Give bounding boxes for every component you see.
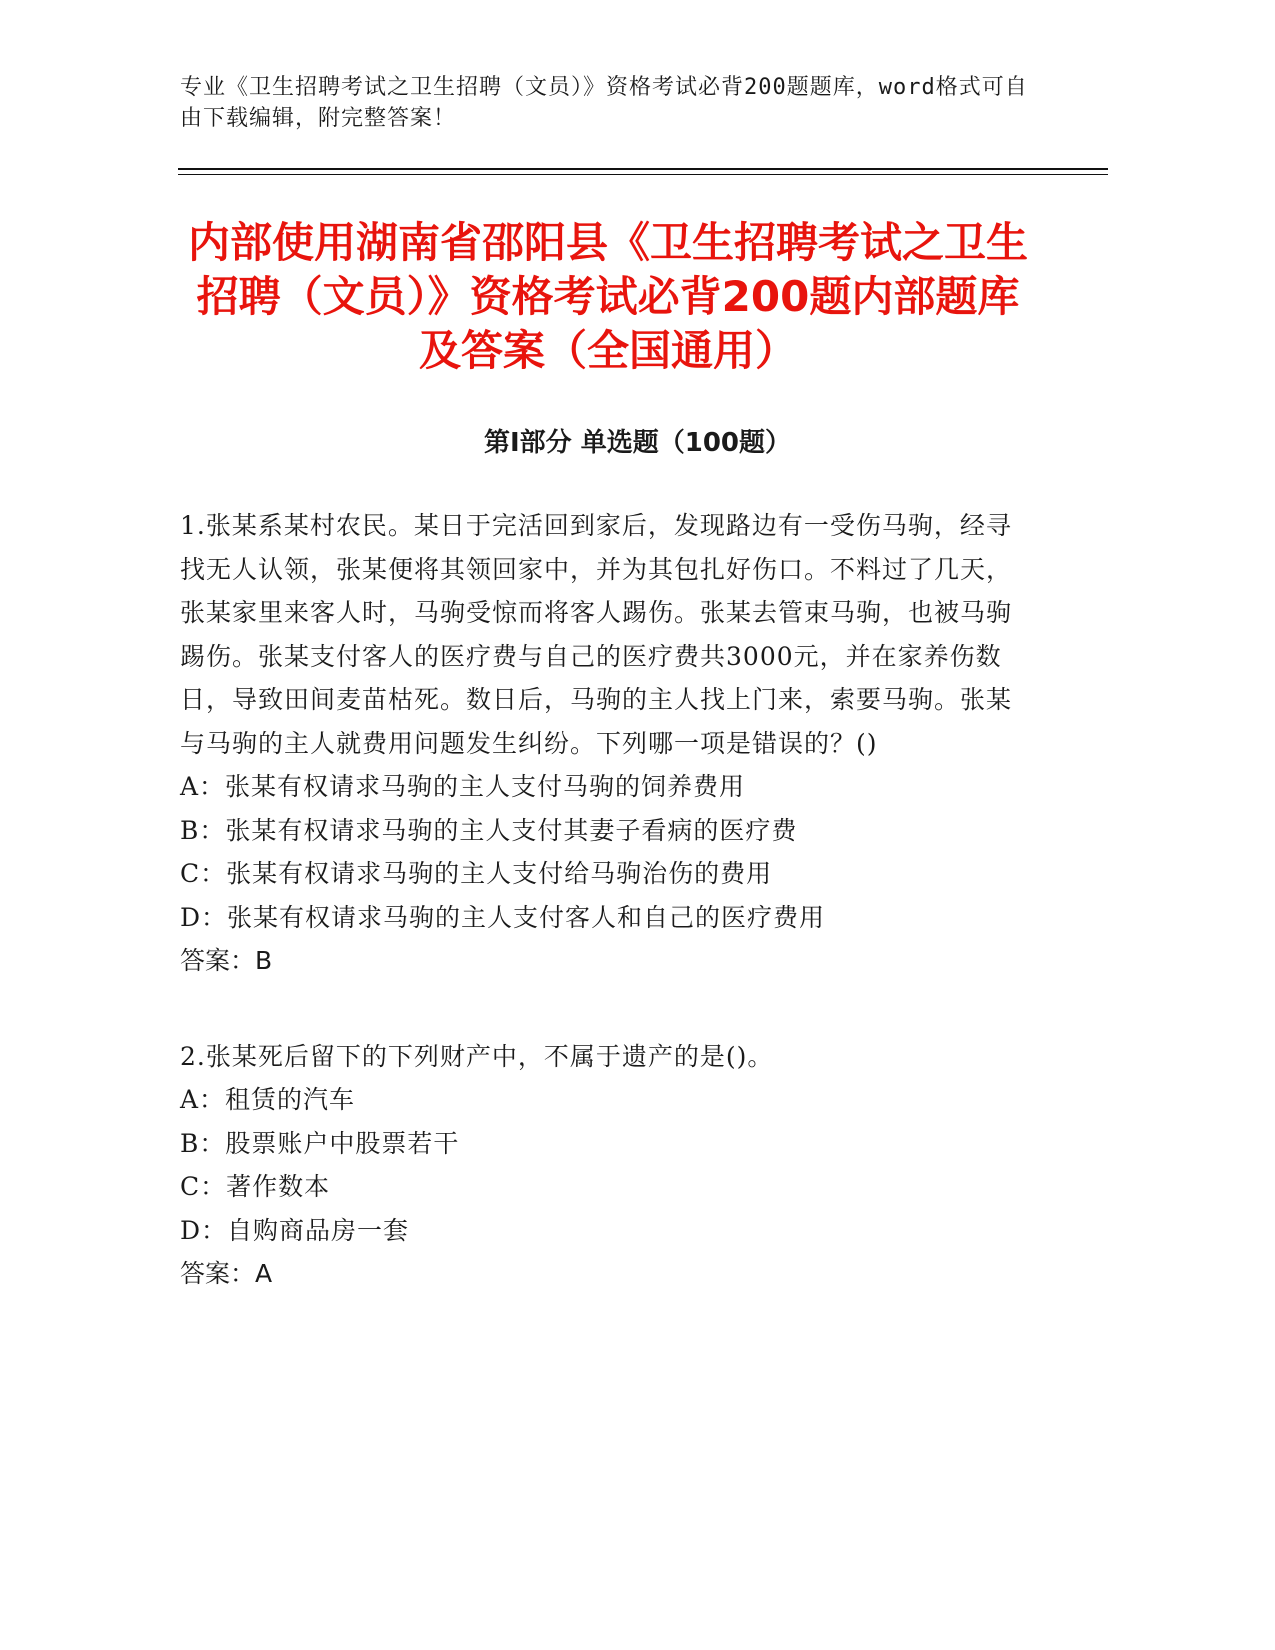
answer: 答案：A <box>180 1259 273 1288</box>
option-a: A：租赁的汽车 <box>180 1085 356 1114</box>
question-2 <box>180 1035 1030 1296</box>
question-list <box>180 504 1030 1348</box>
question-stem: 2.张某死后留下的下列财产中，不属于遗产的是()。 <box>180 1041 774 1071</box>
header-note: 专业《卫生招聘考试之卫生招聘（文员）》资格考试必背200题题库，word格式可自由下载编辑，附完整答案！ <box>180 75 1028 131</box>
question-1 <box>180 504 1030 983</box>
option-c: C：著作数本 <box>180 1172 331 1201</box>
section-title: 第I部分 单选题（100题） <box>484 428 791 458</box>
option-a: A：张某有权请求马驹的主人支付马驹的饲养费用 <box>180 772 746 801</box>
question-stem: 1.张某系某村农民。某日于完活回到家后，发现路边有一受伤马驹，经寻找无人认领，张某便将其领回家中，并为其包扎好伤口。不料过了几天，张某家里来客人时，马驹受惊而将客人踢伤。张某去管束马驹，也被马驹踢伤。张某支付客人的医疗费与自己的医疗费共3000元，并在家养伤数日，导致田间麦苗枯死。数日后，马驹的主人找上门来，索要马驹。张某与马驹的主人就费用问题发生纠纷。下列哪一项是错误的？() <box>180 511 1013 758</box>
option-b: B：张某有权请求马驹的主人支付其妻子看病的医疗费 <box>180 815 798 845</box>
option-b: B：股票账户中股票若干 <box>180 1128 460 1158</box>
header-divider-thick <box>178 168 1108 170</box>
option-c: C：张某有权请求马驹的主人支付给马驹治伤的费用 <box>180 859 773 888</box>
answer: 答案：B <box>180 946 273 975</box>
document-title: 内部使用湖南省邵阳县《卫生招聘考试之卫生招聘（文员）》资格考试必背200题内部题库及答案（全国通用） <box>187 218 1028 375</box>
option-d: D：张某有权请求马驹的主人支付客人和自己的医疗费用 <box>180 902 826 932</box>
header-divider-thin <box>178 174 1108 175</box>
option-d: D：自购商品房一套 <box>180 1215 410 1245</box>
